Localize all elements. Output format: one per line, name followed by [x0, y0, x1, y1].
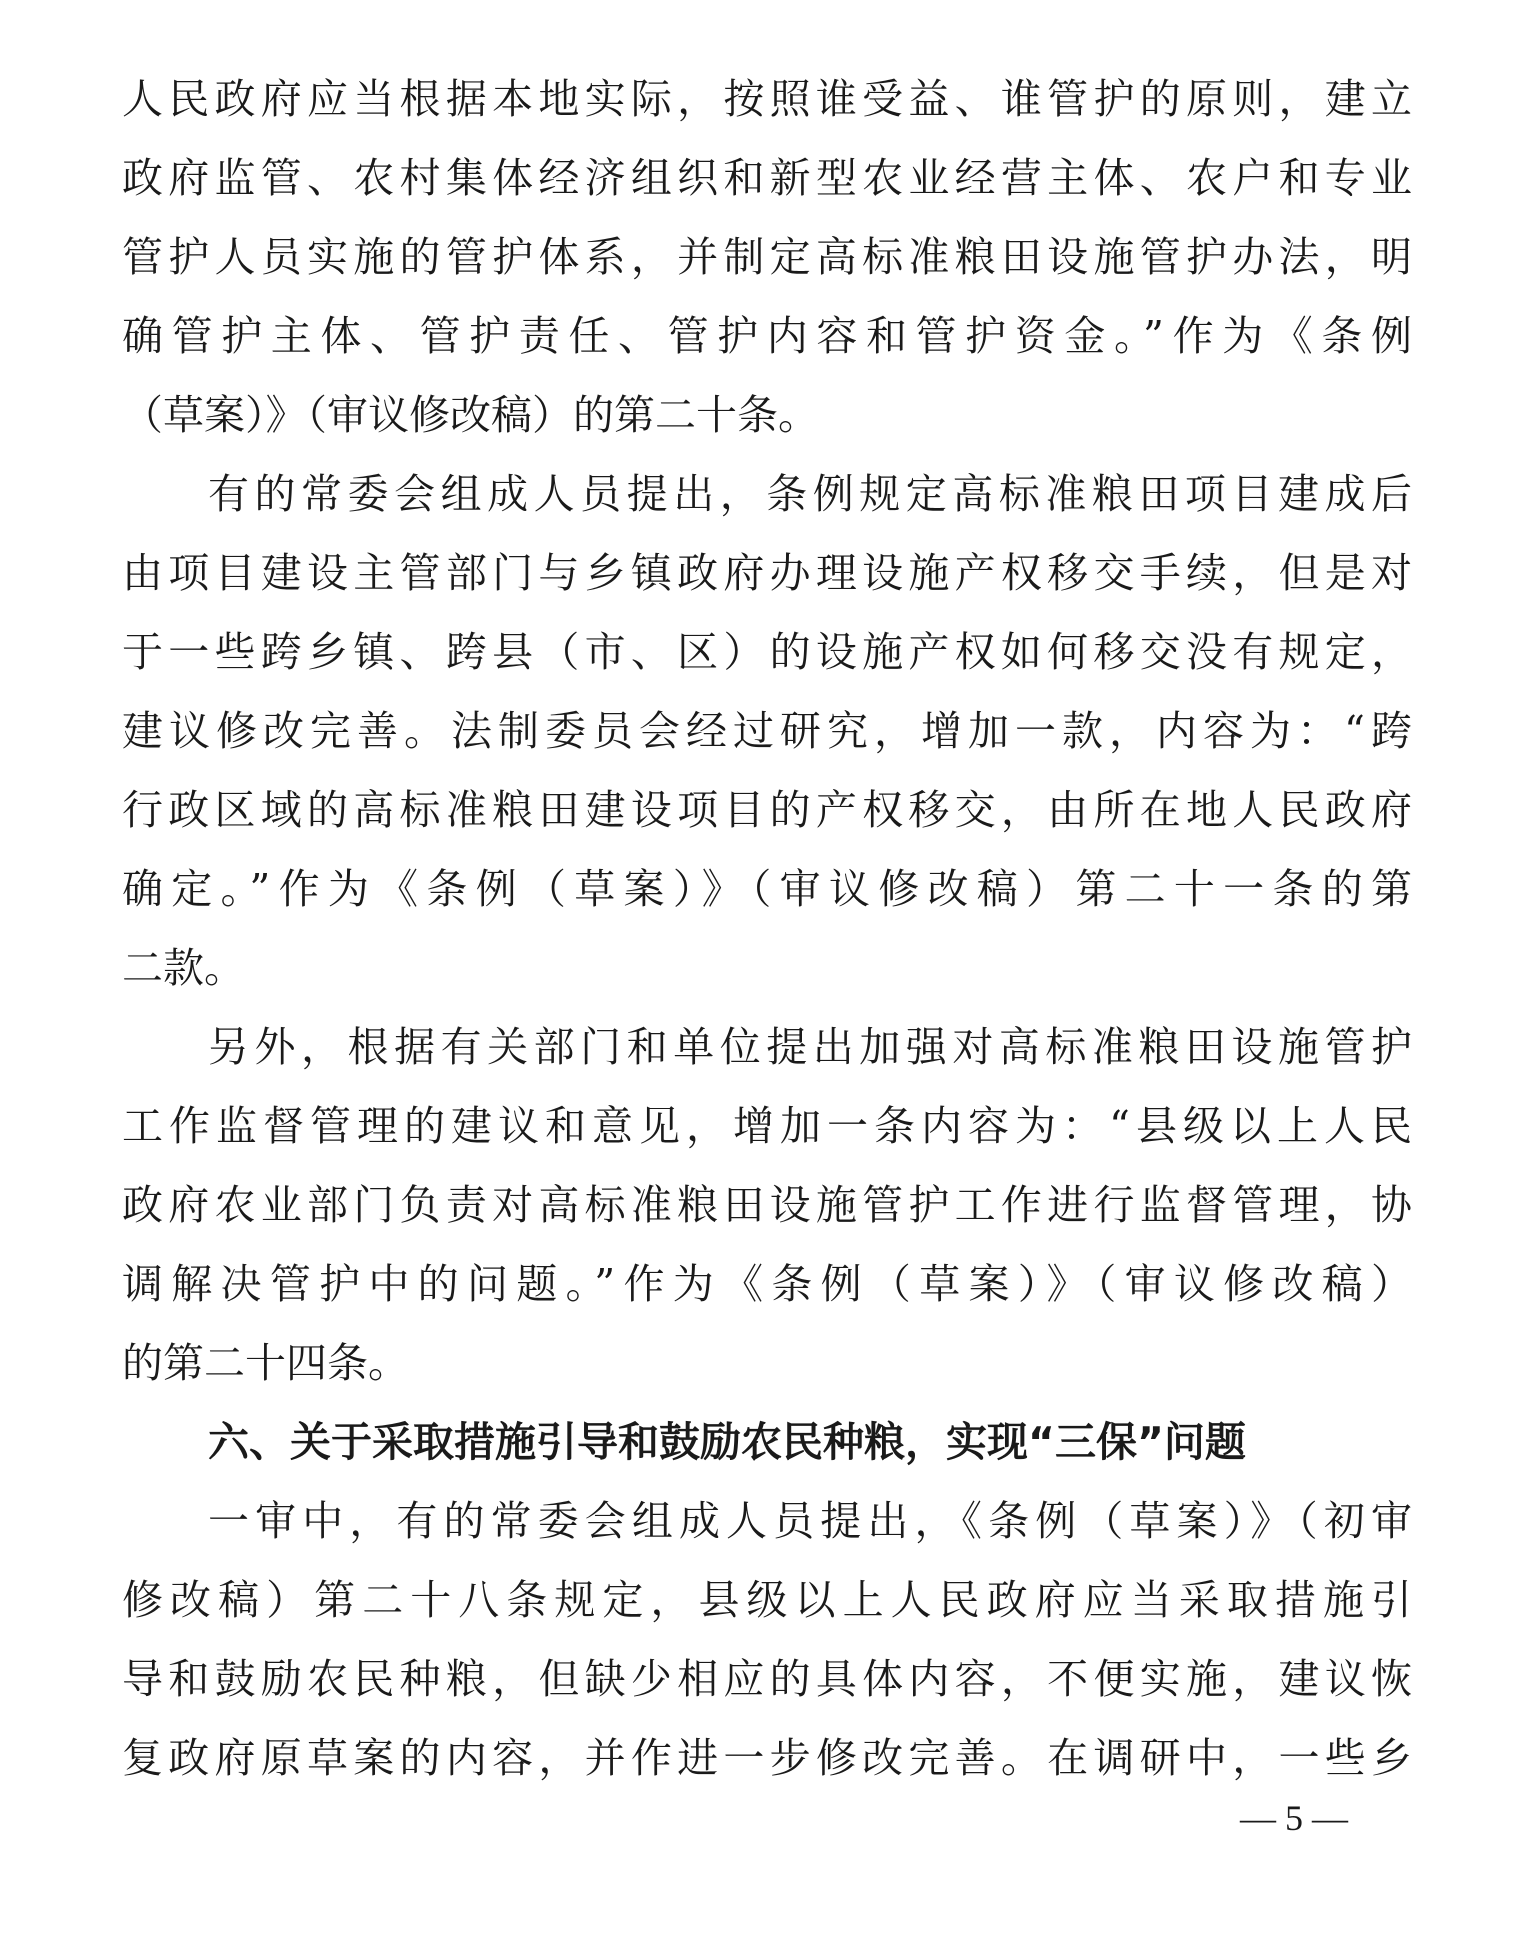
paragraph-2 — [122, 455, 1412, 1008]
text-line: 工作监督管理的建议和意见，增加一条内容为：“县级以上人民 — [122, 1102, 1412, 1150]
text-line: 行政区域的高标准粮田建设项目的产权移交，由所在地人民政府 — [122, 786, 1412, 834]
paragraph-4 — [122, 1482, 1412, 1798]
text-line: 一审中，有的常委会组成人员提出，《条例（草案）》（初审 — [208, 1497, 1412, 1545]
text-line: 调解决管护中的问题。”作为《条例（草案）》（审议修改稿） — [122, 1260, 1412, 1308]
text-line: 确管护主体、管护责任、管护内容和管护资金。”作为《条例 — [122, 312, 1412, 360]
text-line: 导和鼓励农民种粮，但缺少相应的具体内容，不便实施，建议恢 — [122, 1655, 1412, 1703]
text-line: 由项目建设主管部门与乡镇政府办理设施产权移交手续，但是对 — [122, 549, 1412, 597]
text-line: 的第二十四条。 — [122, 1339, 409, 1387]
text-line: 二款。 — [122, 944, 245, 992]
document-page — [122, 60, 1412, 1798]
text-line: 复政府原草案的内容，并作进一步修改完善。在调研中，一些乡 — [122, 1734, 1412, 1782]
text-line: 有的常委会组成人员提出，条例规定高标准粮田项目建成后 — [208, 470, 1412, 518]
text-line: （草案）》（审议修改稿）的第二十条。 — [122, 391, 819, 439]
text-line: 另外，根据有关部门和单位提出加强对高标准粮田设施管护 — [208, 1023, 1412, 1071]
text-line: 确定。”作为《条例（草案）》（审议修改稿）第二十一条的第 — [122, 865, 1412, 913]
text-line: 政府农业部门负责对高标准粮田设施管护工作进行监督管理，协 — [122, 1181, 1412, 1229]
section-heading: 六、关于采取措施引导和鼓励农民种粮，实现“三保”问题 — [208, 1418, 1246, 1466]
text-line: 管护人员实施的管护体系，并制定高标准粮田设施管护办法，明 — [122, 233, 1412, 281]
paragraph-1 — [122, 60, 1412, 455]
text-line: 建议修改完善。法制委员会经过研究，增加一款，内容为：“跨 — [122, 707, 1412, 755]
text-line: 政府监管、农村集体经济组织和新型农业经营主体、农户和专业 — [122, 154, 1412, 202]
text-line: 修改稿）第二十八条规定，县级以上人民政府应当采取措施引 — [122, 1576, 1412, 1624]
text-line: 于一些跨乡镇、跨县（市、区）的设施产权如何移交没有规定， — [122, 628, 1412, 676]
paragraph-3 — [122, 1008, 1412, 1403]
page-number: — 5 — — [1240, 1798, 1348, 1838]
text-line: 人民政府应当根据本地实际，按照谁受益、谁管护的原则，建立 — [122, 75, 1412, 123]
